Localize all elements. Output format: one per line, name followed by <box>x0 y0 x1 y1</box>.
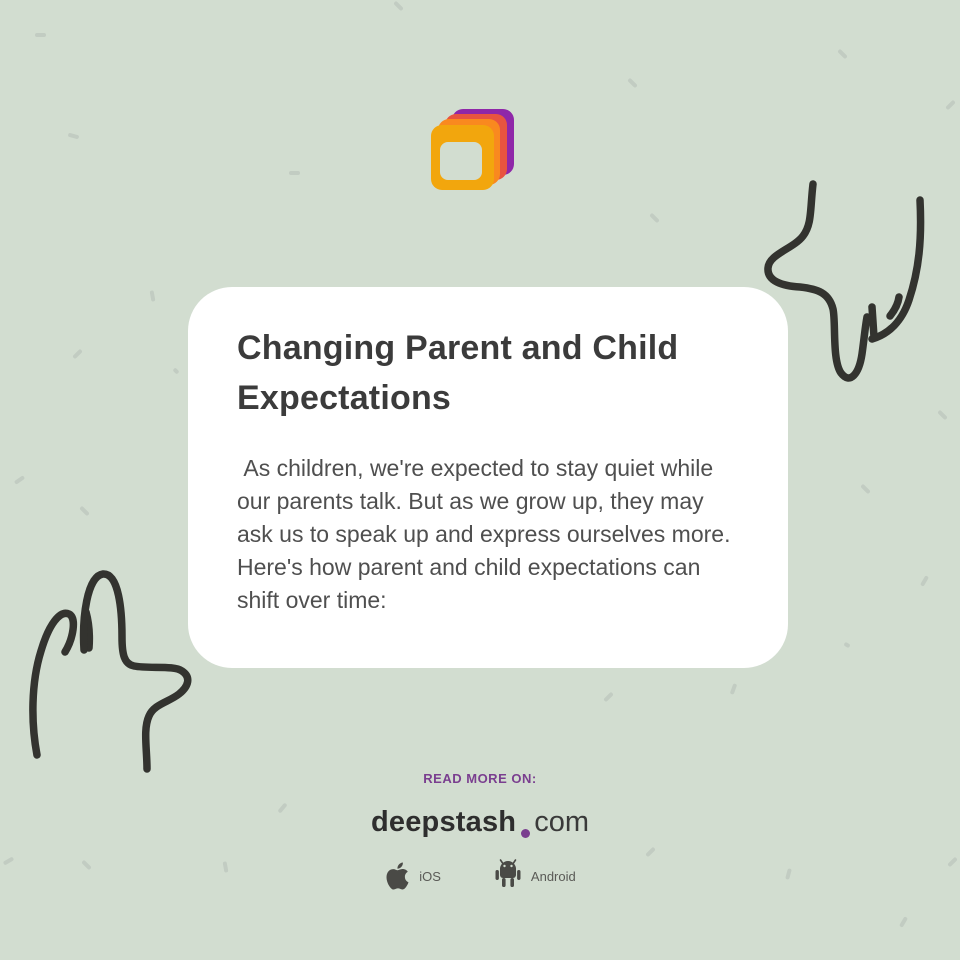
android-robot-icon <box>493 858 523 894</box>
card-title: Changing Parent and Child Expectations <box>237 329 679 417</box>
brand-name: deepstash <box>370 806 517 838</box>
platform-android <box>493 858 576 894</box>
confetti-speck <box>393 1 404 12</box>
confetti-speck <box>645 847 656 858</box>
confetti-speck <box>627 78 638 89</box>
confetti-speck <box>35 33 46 37</box>
platform-ios-label: iOS <box>419 868 441 884</box>
platform-android-label: Android <box>530 868 576 884</box>
confetti-speck <box>14 475 25 485</box>
confetti-speck <box>945 100 956 111</box>
read-more-label: READ MORE ON: <box>423 771 537 786</box>
confetti-speck <box>837 49 848 60</box>
confetti-speck <box>649 213 660 224</box>
logo-inner-hole <box>440 142 482 180</box>
apple-logo-icon <box>384 860 411 892</box>
confetti-speck <box>150 290 156 302</box>
card-body: As children, we're expected to stay quiet while our parents talk. But as we grow up, they may ask us to speak up and express ourselves more. Here's how parent and child expectations can shift over time: <box>237 455 737 613</box>
confetti-speck <box>730 683 738 695</box>
domain-suffix: com <box>534 806 590 838</box>
confetti-speck <box>603 692 614 703</box>
confetti-speck <box>920 575 929 587</box>
confetti-speck <box>79 506 90 517</box>
confetti-speck <box>172 367 179 374</box>
brand-dot-icon <box>521 829 530 838</box>
content-card <box>188 287 788 668</box>
confetti-speck <box>68 133 80 140</box>
confetti-speck <box>289 171 300 175</box>
deepstash-logo-icon <box>431 109 515 193</box>
confetti-speck <box>860 484 871 495</box>
deepstash-wordmark <box>0 806 960 839</box>
app-platforms-row <box>0 858 960 894</box>
platform-ios <box>384 860 441 892</box>
confetti-speck <box>72 349 83 360</box>
confetti-speck <box>899 916 908 928</box>
confetti-speck <box>843 642 850 648</box>
hand-doodle-left-icon <box>28 563 208 798</box>
